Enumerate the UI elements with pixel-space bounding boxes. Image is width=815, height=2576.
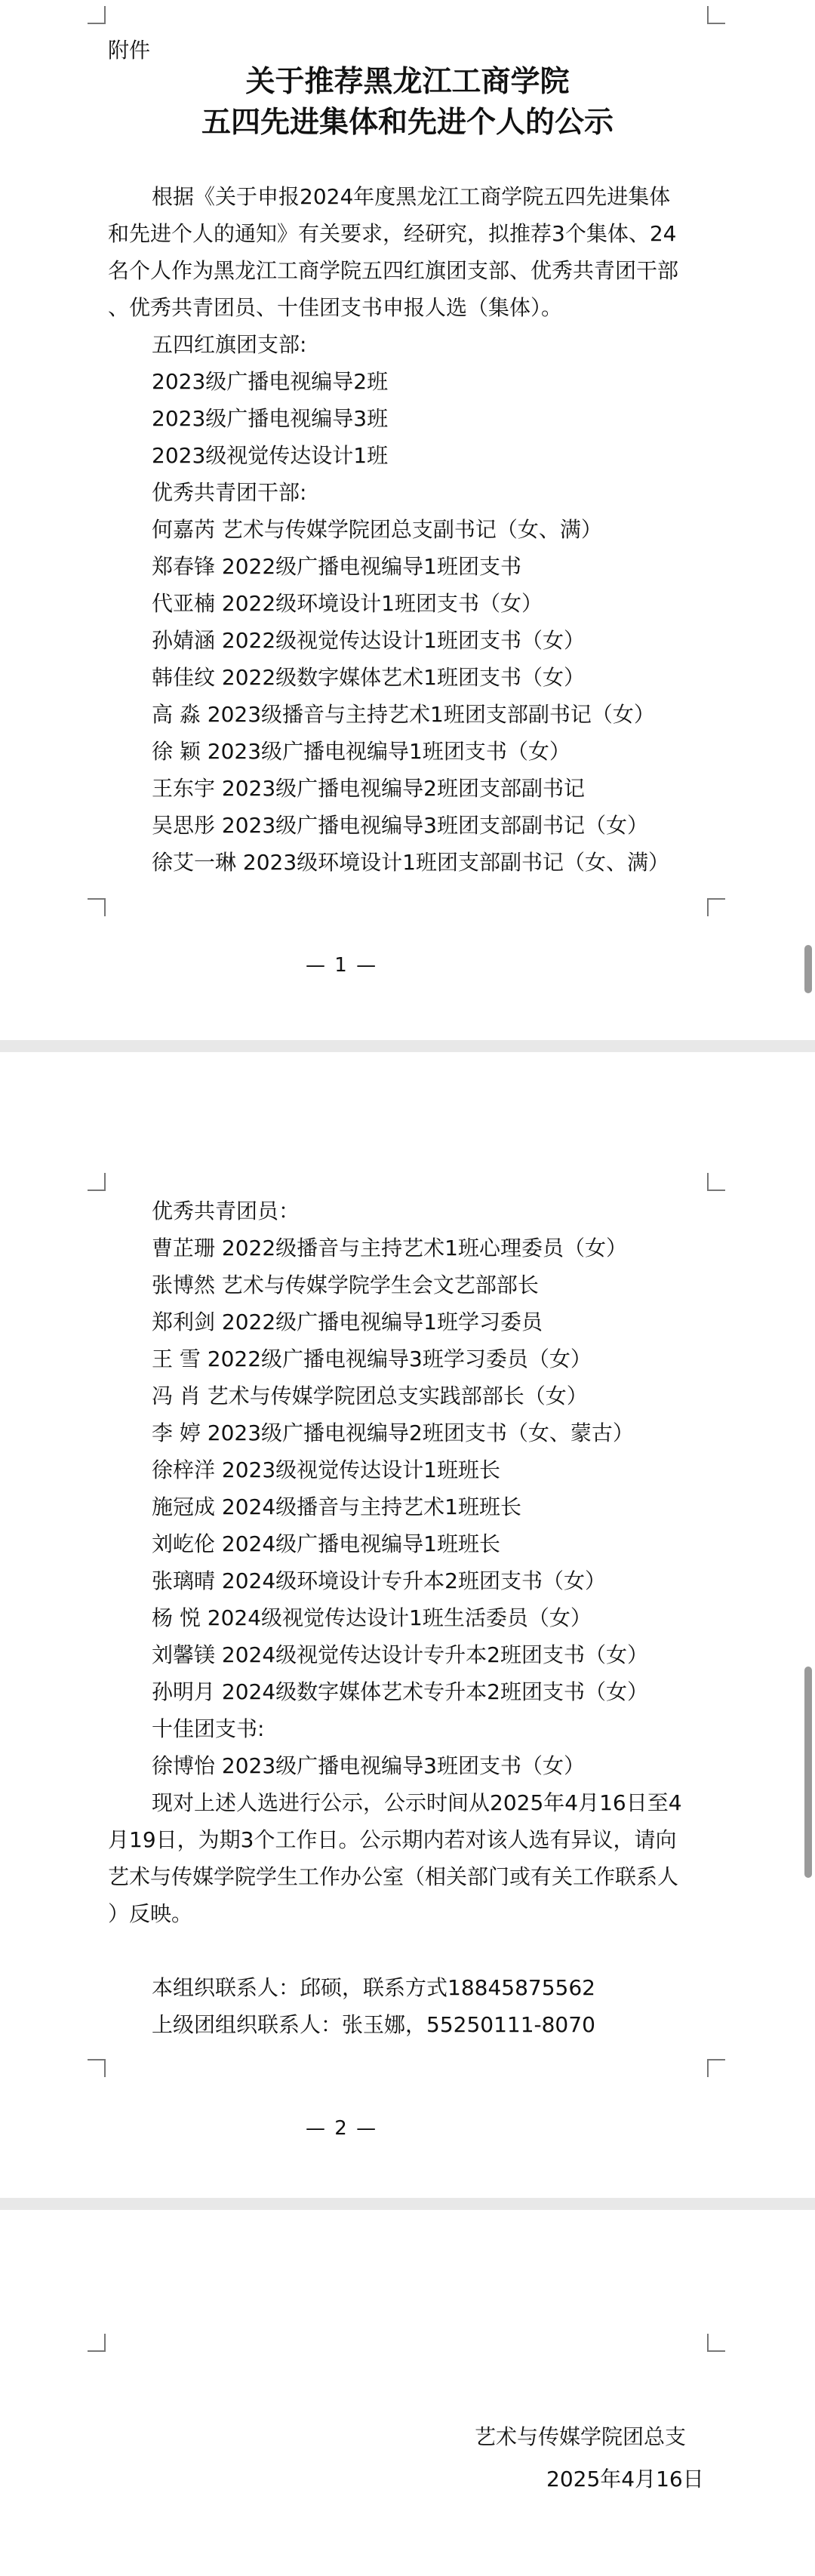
intro-paragraph-line: 名个人作为黑龙江工商学院五四红旗团支部、优秀共青团干部	[108, 258, 679, 283]
list-item: 何嘉芮 艺术与传媒学院团总支副书记（女、满）	[152, 517, 602, 542]
list-item: 李 婷 2023级广播电视编导2班团支书（女、蒙古）	[152, 1420, 634, 1445]
list-item: 2023级视觉传达设计1班	[152, 443, 389, 468]
list-item: 徐艾一琳 2023级环境设计1班团支部副书记（女、满）	[152, 850, 669, 875]
list-item: 韩佳纹 2022级数字媒体艺术1班团支书（女）	[152, 665, 585, 690]
list-item: 高 淼 2023级播音与主持艺术1班团支部副书记（女）	[152, 702, 655, 727]
document-title-line2: 五四先进集体和先进个人的公示	[201, 106, 614, 140]
list-item: 孙婧涵 2022级视觉传达设计1班团支书（女）	[152, 628, 585, 653]
crop-mark	[88, 6, 106, 24]
list-item: 冯 肖 艺术与传媒学院团总支实践部部长（女）	[152, 1383, 588, 1408]
section-heading-top-ten-secretaries: 十佳团支书:	[152, 1716, 265, 1741]
document-page-3	[0, 2210, 815, 2576]
crop-mark	[707, 1173, 725, 1191]
notice-paragraph-line: 现对上述人选进行公示，公示时间从2025年4月16日至4	[152, 1790, 682, 1815]
list-item: 2023级广播电视编导3班	[152, 406, 389, 431]
contact-person: 本组织联系人：邱硕，联系方式18845875562	[152, 1975, 595, 2000]
section-heading-excellent-cadres: 优秀共青团干部:	[152, 480, 307, 505]
list-item: 郑春锋 2022级广播电视编导1班团支书	[152, 554, 521, 579]
notice-paragraph-line: 艺术与传媒学院学生工作办公室（相关部门或有关工作联系人	[108, 1864, 679, 1889]
list-item: 张璃晴 2024级环境设计专升本2班团支书（女）	[152, 1568, 606, 1593]
crop-mark	[707, 2059, 725, 2077]
list-item: 王东宇 2023级广播电视编导2班团支部副书记	[152, 776, 585, 801]
list-item: 徐博怡 2023级广播电视编导3班团支书（女）	[152, 1753, 585, 1778]
document-page-2	[0, 1052, 815, 2198]
intro-paragraph-line: 根据《关于申报2024年度黑龙江工商学院五四先进集体	[152, 184, 671, 209]
document-title-line1: 关于推荐黑龙江工商学院	[245, 65, 570, 99]
list-item: 张博然 艺术与传媒学院学生会文艺部部长	[152, 1273, 539, 1297]
crop-mark	[88, 1173, 106, 1191]
scrollbar-thumb[interactable]	[804, 945, 812, 993]
crop-mark	[88, 898, 106, 916]
intro-paragraph-line: 、优秀共青团员、十佳团支书申报人选（集体）。	[108, 295, 563, 320]
list-item: 吴思彤 2023级广播电视编导3班团支部副书记（女）	[152, 813, 648, 838]
list-item: 代亚楠 2022级环境设计1班团支书（女）	[152, 591, 543, 616]
list-item: 刘馨镁 2024级视觉传达设计专升本2班团支书（女）	[152, 1642, 648, 1667]
crop-mark	[707, 2334, 725, 2352]
list-item: 王 雪 2022级广播电视编导3班学习委员（女）	[152, 1346, 592, 1371]
section-heading-red-flag-branch: 五四红旗团支部:	[152, 332, 307, 357]
page-number: — 1 —	[306, 954, 378, 977]
list-item: 杨 悦 2024级视觉传达设计1班生活委员（女）	[152, 1605, 592, 1630]
list-item: 徐 颖 2023级广播电视编导1班团支书（女）	[152, 739, 570, 764]
page-separator	[0, 1040, 815, 1052]
scrollbar-thumb[interactable]	[804, 1667, 812, 1878]
notice-paragraph-line: 月19日，为期3个工作日。公示期内若对该人选有异议，请向	[108, 1827, 677, 1852]
superior-contact-person: 上级团组织联系人：张玉娜，55250111-8070	[152, 2012, 595, 2037]
crop-mark	[88, 2334, 106, 2352]
crop-mark	[88, 2059, 106, 2077]
signature-organization: 艺术与传媒学院团总支	[475, 2424, 687, 2449]
signature-date: 2025年4月16日	[546, 2467, 704, 2491]
page-number: — 2 —	[306, 2117, 378, 2140]
list-item: 2023级广播电视编导2班	[152, 369, 389, 394]
list-item: 孙明月 2024级数字媒体艺术专升本2班团支书（女）	[152, 1679, 648, 1704]
attachment-label: 附件	[108, 38, 151, 63]
intro-paragraph-line: 和先进个人的通知》有关要求，经研究，拟推荐3个集体、24	[108, 221, 677, 246]
notice-paragraph-line: ）反映。	[108, 1901, 193, 1926]
crop-mark	[707, 6, 725, 24]
list-item: 郑利剑 2022级广播电视编导1班学习委员	[152, 1310, 543, 1334]
list-item: 徐梓洋 2023级视觉传达设计1班班长	[152, 1457, 500, 1482]
list-item: 施冠成 2024级播音与主持艺术1班班长	[152, 1494, 521, 1519]
section-heading-excellent-members: 优秀共青团员：	[152, 1199, 300, 1223]
list-item: 刘屹伦 2024级广播电视编导1班班长	[152, 1531, 500, 1556]
document-page-1	[0, 0, 815, 1040]
crop-mark	[707, 898, 725, 916]
page-separator	[0, 2198, 815, 2210]
list-item: 曹芷珊 2022级播音与主持艺术1班心理委员（女）	[152, 1236, 627, 1260]
